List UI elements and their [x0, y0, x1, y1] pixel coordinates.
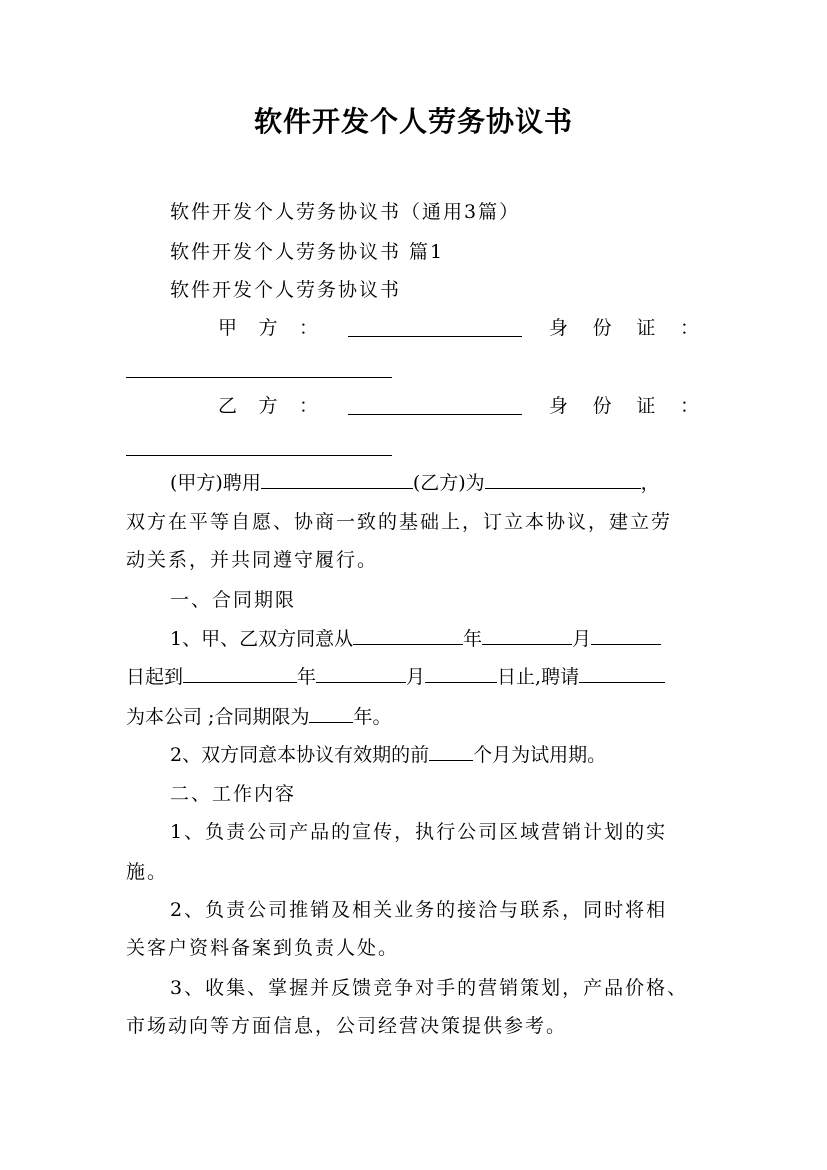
party-a-id-char: 身	[549, 317, 569, 339]
section2-item3-line1: 3、收集、掌握并反馈竞争对手的营销策划，产品价格、	[170, 977, 689, 999]
start-day-blank[interactable]	[591, 626, 661, 645]
para1-line1	[170, 470, 660, 495]
item-text: 日起到	[126, 666, 184, 688]
section1-item1-line3	[126, 704, 391, 729]
party-a-id-blank[interactable]	[126, 376, 392, 378]
item-text: 年	[463, 628, 483, 650]
party-a-id-char: 份	[592, 317, 612, 339]
section1-item2	[170, 742, 606, 767]
para1-line3: 动关系，并共同遵守履行。	[126, 549, 379, 571]
party-a-char: ：	[298, 317, 318, 339]
party-b-id-char: ：	[679, 395, 699, 417]
hire-position-blank[interactable]	[579, 664, 665, 683]
document-subtitle: 软件开发个人劳务协议书（通用3篇）	[170, 201, 521, 223]
section2-item3-line2: 市场动向等方面信息，公司经营决策提供参考。	[126, 1015, 568, 1037]
party-b-id-label	[549, 394, 699, 418]
item-text: 2、双方同意本协议有效期的前	[170, 744, 430, 766]
item-text: 日止,聘请	[497, 666, 580, 688]
document-title: 软件开发个人劳务协议书	[253, 105, 573, 138]
party-b-id-char: 证	[636, 395, 656, 417]
party-b-char: 方	[258, 395, 278, 417]
part-heading: 软件开发个人劳务协议书 篇1	[170, 241, 445, 263]
section2-heading: 二、工作内容	[170, 783, 297, 805]
party-a-label	[218, 316, 318, 340]
party-a-char: 甲	[218, 317, 238, 339]
section1-item1-line1	[170, 626, 661, 651]
party-b-id-char: 份	[592, 395, 612, 417]
end-year-blank[interactable]	[183, 664, 297, 683]
party-a-id-label	[549, 316, 699, 340]
para1-text: (甲方)聘用	[170, 472, 261, 494]
party-b-char: 乙	[218, 395, 238, 417]
start-month-blank[interactable]	[482, 626, 572, 645]
section2-item2-line1: 2、负责公司推销及相关业务的接洽与联系，同时将相	[170, 899, 668, 921]
end-day-blank[interactable]	[425, 664, 497, 683]
item-text: 年。	[353, 706, 392, 728]
item-text: 1、甲、乙双方同意从	[170, 628, 354, 650]
section1-heading: 一、合同期限	[170, 589, 297, 611]
party-a-id-char: ：	[679, 317, 699, 339]
part-title: 软件开发个人劳务协议书	[170, 279, 402, 301]
start-year-blank[interactable]	[353, 626, 463, 645]
position-blank[interactable]	[485, 470, 641, 489]
probation-months-blank[interactable]	[429, 742, 473, 761]
party-a-id-char: 证	[636, 317, 656, 339]
employer-blank[interactable]	[261, 470, 413, 489]
section2-item1-line2: 施。	[126, 861, 169, 883]
item-text: 年	[297, 666, 317, 688]
item-text: 月	[406, 666, 426, 688]
item-text: 月	[572, 628, 592, 650]
section2-item2-line2: 关客户资料备案到负责人处。	[126, 937, 400, 959]
section1-item1-line2	[126, 664, 665, 689]
end-month-blank[interactable]	[316, 664, 406, 683]
para1-text: ，	[640, 472, 660, 494]
party-b-id-blank[interactable]	[126, 454, 392, 456]
para1-text: (乙方)为	[412, 472, 485, 494]
item-text: 为本公司 ;合同期限为	[126, 706, 310, 728]
section2-item1-line1: 1、负责公司产品的宣传，执行公司区域营销计划的实	[170, 821, 668, 843]
party-a-char: 方	[258, 317, 278, 339]
party-a-name-blank[interactable]	[348, 316, 522, 337]
party-b-id-char: 身	[549, 395, 569, 417]
term-years-blank[interactable]	[309, 704, 353, 723]
party-b-label	[218, 394, 318, 418]
party-b-char: ：	[298, 395, 318, 417]
para1-line2: 双方在平等自愿、协商一致的基础上，订立本协议，建立劳	[126, 511, 673, 533]
party-b-name-blank[interactable]	[348, 394, 522, 415]
item-text: 个月为试用期。	[473, 744, 607, 766]
